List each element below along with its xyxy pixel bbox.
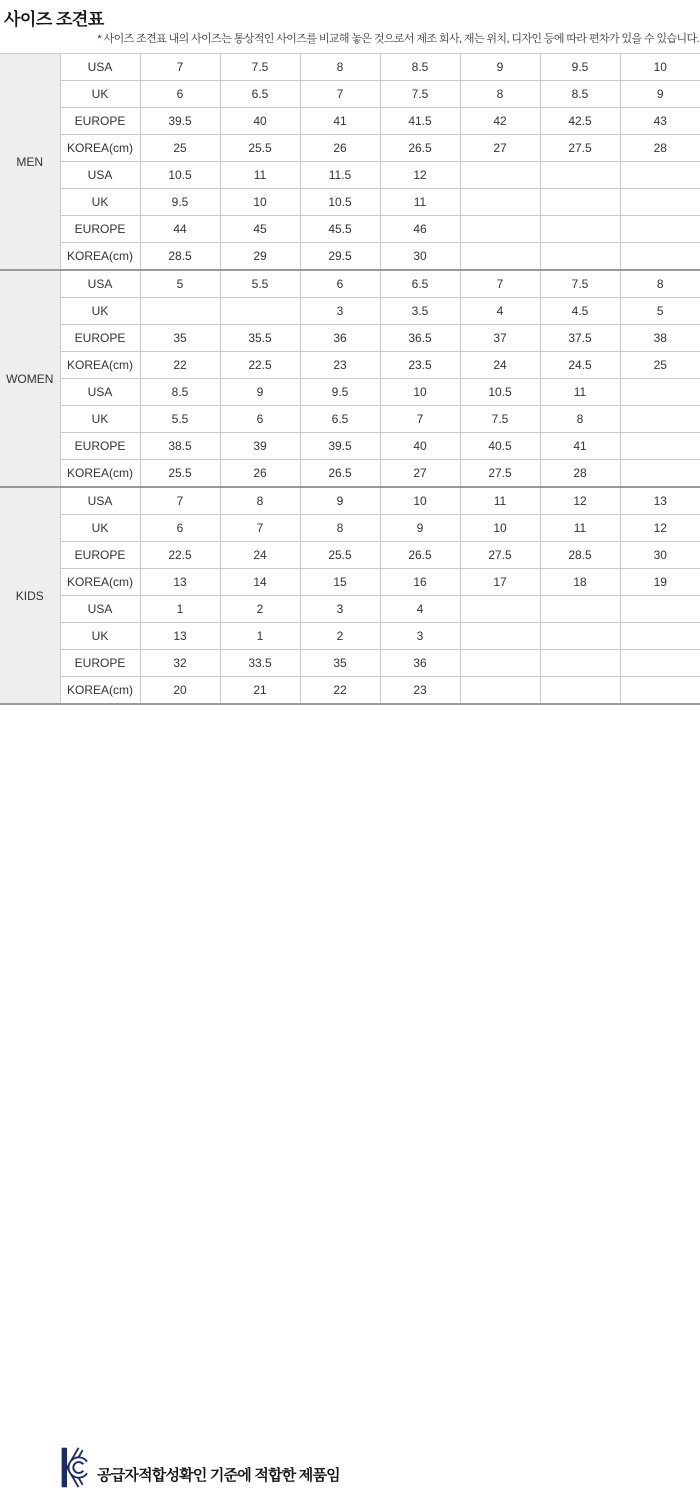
- size-cell: 9.5: [540, 54, 620, 81]
- region-label: USA: [60, 596, 140, 623]
- size-cell: [220, 298, 300, 325]
- size-cell: 27: [380, 460, 460, 488]
- size-cell: [620, 460, 700, 488]
- size-cell: 18: [540, 569, 620, 596]
- size-cell: 1: [140, 596, 220, 623]
- table-row: [0, 542, 700, 569]
- size-cell: 32: [140, 650, 220, 677]
- size-cell: [620, 677, 700, 705]
- size-cell: 23: [380, 677, 460, 705]
- size-cell: 5.5: [220, 270, 300, 298]
- size-cell: 4: [460, 298, 540, 325]
- size-cell: 24: [220, 542, 300, 569]
- size-cell: 28.5: [540, 542, 620, 569]
- region-label: EUROPE: [60, 542, 140, 569]
- size-cell: [620, 216, 700, 243]
- size-cell: 26.5: [300, 460, 380, 488]
- size-cell: 15: [300, 569, 380, 596]
- size-cell: [540, 189, 620, 216]
- size-cell: 39.5: [300, 433, 380, 460]
- size-cell: 26.5: [380, 542, 460, 569]
- size-cell: 27.5: [540, 135, 620, 162]
- size-cell: 5: [620, 298, 700, 325]
- size-cell: 6.5: [300, 406, 380, 433]
- size-chart-table: [0, 53, 700, 705]
- size-cell: 39.5: [140, 108, 220, 135]
- kc-certification-text: 공급자적합성확인 기준에 적합한 제품임: [97, 1467, 340, 1484]
- size-cell: 10: [380, 379, 460, 406]
- size-cell: 8: [300, 54, 380, 81]
- region-label: UK: [60, 298, 140, 325]
- size-cell: 7: [140, 54, 220, 81]
- size-cell: 27.5: [460, 460, 540, 488]
- size-cell: 9: [620, 81, 700, 108]
- size-cell: [460, 189, 540, 216]
- size-cell: 38: [620, 325, 700, 352]
- size-cell: [460, 596, 540, 623]
- table-row: [0, 54, 700, 81]
- size-cell: 10: [380, 487, 460, 515]
- table-row: [0, 569, 700, 596]
- size-cell: 25.5: [300, 542, 380, 569]
- size-cell: 8: [620, 270, 700, 298]
- size-cell: [140, 298, 220, 325]
- table-row: [0, 81, 700, 108]
- size-cell: 7: [220, 515, 300, 542]
- size-cell: 36: [300, 325, 380, 352]
- size-cell: 40: [380, 433, 460, 460]
- size-cell: 5: [140, 270, 220, 298]
- region-label: KOREA(cm): [60, 243, 140, 271]
- size-cell: 10.5: [300, 189, 380, 216]
- size-cell: 20: [140, 677, 220, 705]
- region-label: USA: [60, 379, 140, 406]
- size-cell: 12: [540, 487, 620, 515]
- size-cell: 26: [300, 135, 380, 162]
- size-cell: 24.5: [540, 352, 620, 379]
- size-cell: 9.5: [140, 189, 220, 216]
- size-cell: [620, 596, 700, 623]
- size-cell: 9: [460, 54, 540, 81]
- size-chart-disclaimer: * 사이즈 조견표 내의 사이즈는 통상적인 사이즈를 비교해 놓은 것으로서 제조 회사, 재는 위치, 디자인 등에 따라 편차가 있을 수 있습니다.: [97, 33, 699, 45]
- table-row: [0, 216, 700, 243]
- size-cell: 8.5: [380, 54, 460, 81]
- size-cell: 9: [380, 515, 460, 542]
- size-cell: [460, 162, 540, 189]
- size-cell: [460, 216, 540, 243]
- region-label: KOREA(cm): [60, 460, 140, 488]
- size-cell: [540, 243, 620, 271]
- region-label: EUROPE: [60, 108, 140, 135]
- size-cell: 28: [620, 135, 700, 162]
- size-cell: 8.5: [540, 81, 620, 108]
- size-cell: [540, 596, 620, 623]
- region-label: USA: [60, 487, 140, 515]
- size-cell: 29.5: [300, 243, 380, 271]
- size-cell: 4: [380, 596, 460, 623]
- region-label: UK: [60, 623, 140, 650]
- size-cell: 7.5: [380, 81, 460, 108]
- size-cell: 13: [140, 569, 220, 596]
- region-label: EUROPE: [60, 650, 140, 677]
- size-cell: 25: [620, 352, 700, 379]
- size-cell: 1: [220, 623, 300, 650]
- group-header-men: MEN: [0, 54, 60, 271]
- size-cell: 6: [220, 406, 300, 433]
- size-cell: 26: [220, 460, 300, 488]
- size-cell: [460, 623, 540, 650]
- size-cell: 9.5: [300, 379, 380, 406]
- size-cell: 41.5: [380, 108, 460, 135]
- size-cell: 7: [380, 406, 460, 433]
- size-cell: 10: [220, 189, 300, 216]
- table-row: [0, 623, 700, 650]
- size-cell: 7.5: [540, 270, 620, 298]
- size-cell: 8: [540, 406, 620, 433]
- size-cell: 8: [460, 81, 540, 108]
- size-cell: 2: [220, 596, 300, 623]
- size-cell: 6: [300, 270, 380, 298]
- size-cell: 6.5: [220, 81, 300, 108]
- size-cell: 42.5: [540, 108, 620, 135]
- region-label: EUROPE: [60, 216, 140, 243]
- size-cell: 22: [300, 677, 380, 705]
- size-cell: 16: [380, 569, 460, 596]
- size-cell: 3.5: [380, 298, 460, 325]
- size-cell: 17: [460, 569, 540, 596]
- size-cell: 21: [220, 677, 300, 705]
- size-table-body: [0, 54, 700, 705]
- size-cell: 22: [140, 352, 220, 379]
- size-cell: [620, 433, 700, 460]
- size-cell: [460, 677, 540, 705]
- size-cell: 22.5: [220, 352, 300, 379]
- table-row: [0, 270, 700, 298]
- size-cell: 28.5: [140, 243, 220, 271]
- size-cell: 24: [460, 352, 540, 379]
- size-cell: 25.5: [220, 135, 300, 162]
- size-cell: [620, 379, 700, 406]
- size-cell: 19: [620, 569, 700, 596]
- table-row: [0, 189, 700, 216]
- size-cell: 10: [620, 54, 700, 81]
- size-cell: 30: [620, 542, 700, 569]
- size-cell: [620, 650, 700, 677]
- size-cell: 37.5: [540, 325, 620, 352]
- table-row: [0, 108, 700, 135]
- size-cell: 7: [300, 81, 380, 108]
- size-cell: 11: [540, 379, 620, 406]
- size-cell: 27: [460, 135, 540, 162]
- size-cell: 11.5: [300, 162, 380, 189]
- region-label: UK: [60, 406, 140, 433]
- size-cell: 38.5: [140, 433, 220, 460]
- table-row: [0, 433, 700, 460]
- size-cell: 9: [300, 487, 380, 515]
- size-cell: 27.5: [460, 542, 540, 569]
- size-cell: 45: [220, 216, 300, 243]
- region-label: KOREA(cm): [60, 135, 140, 162]
- size-cell: [620, 189, 700, 216]
- size-cell: 36: [380, 650, 460, 677]
- size-cell: [620, 243, 700, 271]
- size-cell: 43: [620, 108, 700, 135]
- size-cell: 41: [300, 108, 380, 135]
- size-cell: 23.5: [380, 352, 460, 379]
- size-cell: 8: [300, 515, 380, 542]
- region-label: KOREA(cm): [60, 352, 140, 379]
- size-cell: 29: [220, 243, 300, 271]
- table-row: [0, 325, 700, 352]
- size-cell: 7: [460, 270, 540, 298]
- size-cell: 36.5: [380, 325, 460, 352]
- size-cell: 25: [140, 135, 220, 162]
- table-row: [0, 162, 700, 189]
- size-cell: 14: [220, 569, 300, 596]
- size-cell: 13: [620, 487, 700, 515]
- table-row: [0, 515, 700, 542]
- size-cell: 8: [220, 487, 300, 515]
- size-cell: 11: [380, 189, 460, 216]
- size-cell: 12: [380, 162, 460, 189]
- region-label: EUROPE: [60, 325, 140, 352]
- size-cell: 6.5: [380, 270, 460, 298]
- table-row: [0, 135, 700, 162]
- size-cell: [540, 623, 620, 650]
- kc-certification-mark: [60, 1446, 88, 1489]
- size-cell: [540, 216, 620, 243]
- size-cell: [540, 162, 620, 189]
- region-label: KOREA(cm): [60, 677, 140, 705]
- size-cell: 44: [140, 216, 220, 243]
- size-cell: 40.5: [460, 433, 540, 460]
- certification-footer: [0, 720, 700, 1484]
- size-cell: 40: [220, 108, 300, 135]
- size-cell: 46: [380, 216, 460, 243]
- size-cell: 35.5: [220, 325, 300, 352]
- group-header-kids: KIDS: [0, 487, 60, 704]
- size-cell: 10: [460, 515, 540, 542]
- table-row: [0, 406, 700, 433]
- size-cell: 35: [140, 325, 220, 352]
- size-cell: 22.5: [140, 542, 220, 569]
- size-cell: 3: [300, 596, 380, 623]
- size-cell: 10.5: [460, 379, 540, 406]
- size-cell: 7.5: [460, 406, 540, 433]
- size-cell: 11: [220, 162, 300, 189]
- size-cell: 2: [300, 623, 380, 650]
- size-cell: 9: [220, 379, 300, 406]
- size-cell: [620, 162, 700, 189]
- table-row: [0, 650, 700, 677]
- size-cell: 26.5: [380, 135, 460, 162]
- region-label: USA: [60, 54, 140, 81]
- size-cell: 37: [460, 325, 540, 352]
- table-row: [0, 596, 700, 623]
- table-row: [0, 379, 700, 406]
- size-cell: [620, 406, 700, 433]
- size-cell: 5.5: [140, 406, 220, 433]
- size-cell: 6: [140, 515, 220, 542]
- size-cell: 30: [380, 243, 460, 271]
- table-row: [0, 460, 700, 488]
- size-cell: 3: [300, 298, 380, 325]
- size-cell: 10.5: [140, 162, 220, 189]
- size-cell: 3: [380, 623, 460, 650]
- size-cell: 13: [140, 623, 220, 650]
- region-label: USA: [60, 162, 140, 189]
- size-cell: 33.5: [220, 650, 300, 677]
- size-cell: 23: [300, 352, 380, 379]
- size-cell: [460, 243, 540, 271]
- size-cell: 28: [540, 460, 620, 488]
- size-cell: 4.5: [540, 298, 620, 325]
- size-cell: 7.5: [220, 54, 300, 81]
- size-cell: [540, 650, 620, 677]
- table-row: [0, 487, 700, 515]
- size-cell: 7: [140, 487, 220, 515]
- size-cell: 12: [620, 515, 700, 542]
- region-label: UK: [60, 81, 140, 108]
- size-cell: [540, 677, 620, 705]
- region-label: UK: [60, 189, 140, 216]
- size-cell: 25.5: [140, 460, 220, 488]
- size-cell: 45.5: [300, 216, 380, 243]
- page-title: 사이즈 조견표: [4, 10, 104, 29]
- size-cell: 11: [460, 487, 540, 515]
- size-cell: 6: [140, 81, 220, 108]
- region-label: UK: [60, 515, 140, 542]
- region-label: USA: [60, 270, 140, 298]
- size-cell: 35: [300, 650, 380, 677]
- size-cell: 39: [220, 433, 300, 460]
- group-header-women: WOMEN: [0, 270, 60, 487]
- table-row: [0, 677, 700, 705]
- size-cell: 11: [540, 515, 620, 542]
- table-row: [0, 298, 700, 325]
- table-row: [0, 243, 700, 271]
- region-label: KOREA(cm): [60, 569, 140, 596]
- size-cell: [460, 650, 540, 677]
- region-label: EUROPE: [60, 433, 140, 460]
- table-row: [0, 352, 700, 379]
- size-cell: 41: [540, 433, 620, 460]
- size-cell: 42: [460, 108, 540, 135]
- size-cell: [620, 623, 700, 650]
- size-cell: 8.5: [140, 379, 220, 406]
